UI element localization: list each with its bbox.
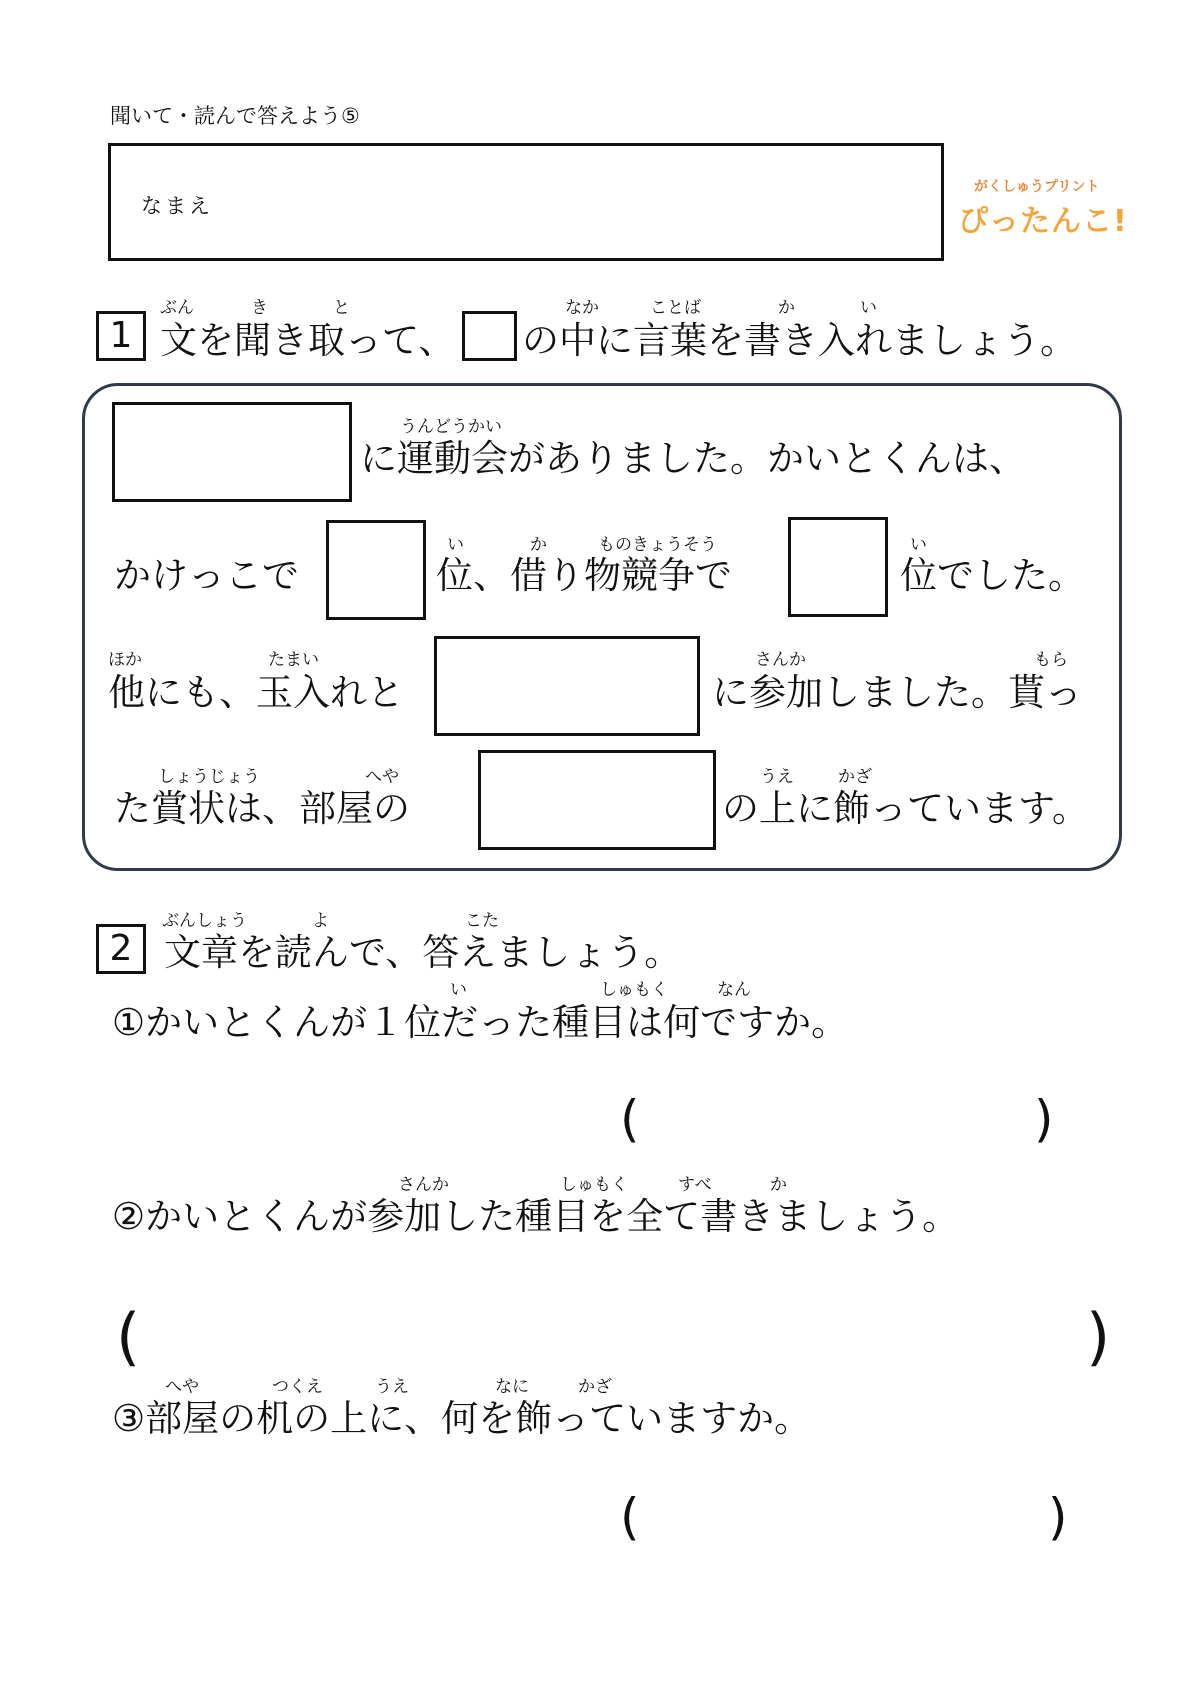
ruby: もら — [1034, 650, 1068, 670]
ruby: ほか — [108, 650, 142, 670]
passage-line-4a: た賞状は、部屋の — [114, 787, 410, 830]
ruby: か — [778, 298, 795, 318]
ruby: き — [251, 298, 268, 318]
example-blank-box — [462, 311, 517, 361]
ruby: なか — [565, 298, 599, 318]
ruby: い — [910, 535, 927, 555]
logo-bottom-text: ぴったんこ! — [958, 204, 1128, 239]
passage-line-2c: 位でした。 — [900, 554, 1085, 597]
ruby: い — [450, 980, 467, 1000]
section1-instruction-a: 文を聞き取って、 — [160, 319, 456, 362]
section1-number: 1 — [96, 311, 146, 361]
ruby: さんか — [398, 1175, 449, 1195]
answer-2-close-paren: ) — [1086, 1300, 1111, 1373]
ruby: うえ — [760, 767, 794, 787]
answer-blank-4[interactable] — [434, 636, 700, 736]
ruby: しゅもく — [600, 980, 668, 1000]
passage-line-3b: に参加しました。貰っ — [712, 671, 1082, 714]
answer-1-open-paren: ( — [620, 1090, 640, 1148]
ruby: しゅもく — [560, 1175, 628, 1195]
ruby: つくえ — [272, 1377, 323, 1397]
answer-blank-5[interactable] — [478, 750, 716, 850]
passage-line-4b: の上に飾っています。 — [722, 787, 1090, 830]
ruby: うんどうかい — [400, 417, 502, 437]
ruby: うえ — [375, 1377, 409, 1397]
section2-instruction: 文章を読んで、答えましょう。 — [164, 931, 682, 974]
ruby: ことば — [650, 298, 701, 318]
ruby: へや — [365, 767, 399, 787]
ruby: い — [860, 298, 877, 318]
answer-blank-3[interactable] — [788, 517, 888, 617]
ruby: かざ — [838, 767, 872, 787]
passage-line-3a: 他にも、玉入れと — [108, 671, 404, 714]
ruby: なに — [495, 1377, 529, 1397]
ruby: よ — [312, 911, 329, 931]
passage-line-1: に運動会がありました。かいとくんは、 — [360, 437, 1026, 480]
ruby: ものきょうそう — [598, 535, 717, 555]
ruby: こた — [465, 911, 499, 931]
ruby: なん — [717, 980, 751, 1000]
ruby: かざ — [578, 1377, 612, 1397]
ruby: しょうじょう — [158, 767, 260, 787]
passage-line-2b: 位、借り物競争で — [436, 554, 732, 597]
passage-line-2a: かけっこで — [114, 554, 299, 597]
ruby: へや — [165, 1377, 199, 1397]
ruby: さんか — [755, 650, 806, 670]
question-3: ③部屋の机の上に、何を飾っていますか。 — [112, 1397, 812, 1440]
ruby: ぶん — [160, 298, 194, 318]
ruby: すべ — [678, 1175, 712, 1195]
answer-3-close-paren: ) — [1048, 1488, 1068, 1546]
answer-1-close-paren: ) — [1034, 1090, 1054, 1148]
answer-2-open-paren: ( — [116, 1300, 141, 1373]
name-box[interactable] — [108, 143, 944, 261]
question-2: ②かいとくんが参加した種目を全て書きましょう。 — [112, 1195, 960, 1238]
answer-3-open-paren: ( — [620, 1488, 640, 1546]
section1-instruction-b: の中に言葉を書き入れましょう。 — [522, 319, 1077, 362]
question-1: ①かいとくんが１位だった種目は何ですか。 — [112, 1001, 849, 1044]
answer-blank-2[interactable] — [326, 520, 426, 620]
name-label: なまえ — [141, 194, 213, 218]
section2-number: 2 — [96, 924, 146, 974]
worksheet-title: 聞いて・読んで答えよう⑤ — [110, 104, 360, 128]
ruby: か — [770, 1175, 787, 1195]
ruby: ぶんしょう — [162, 911, 247, 931]
ruby: い — [447, 535, 464, 555]
ruby: たまい — [268, 650, 319, 670]
logo-top-text: がくしゅうプリント — [974, 179, 1100, 195]
ruby: か — [530, 535, 547, 555]
ruby: と — [333, 298, 350, 318]
answer-blank-1[interactable] — [112, 402, 352, 502]
